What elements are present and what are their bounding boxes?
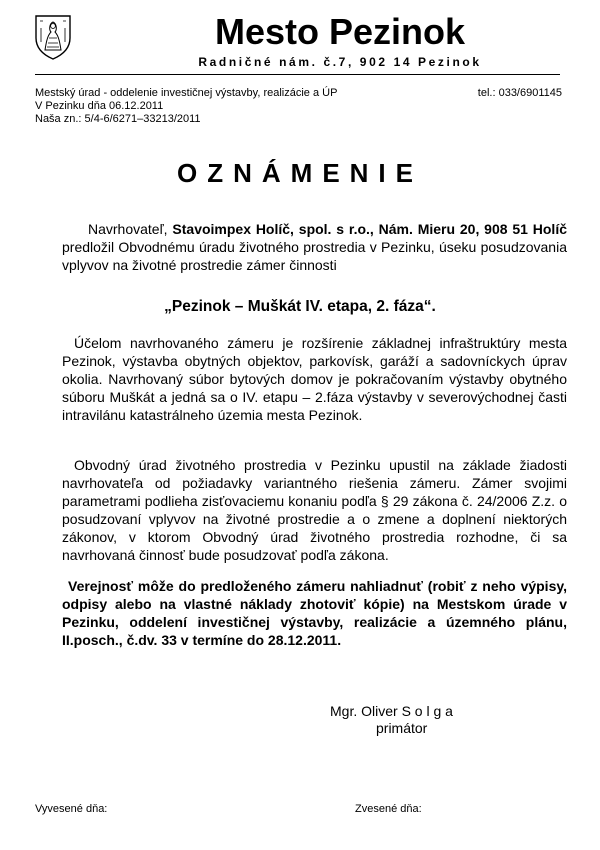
city-address: Radničné nám. č.7, 902 14 Pezinok <box>198 55 482 69</box>
paragraph-procedure <box>62 456 567 564</box>
applicant-intro: Navrhovateľ, <box>88 221 173 237</box>
applicant-name: Stavoimpex Holíč, spol. s r.o., Nám. Mieru 20, 908 51 Holíč <box>172 221 567 237</box>
public-access-text: Verejnosť môže do predloženého zámeru nahliadnuť (robiť z neho výpisy, odpisy alebo na vlastné náklady zhotoviť kópie) na Mestskom úrade v Pezinku, oddelení investičnej výstavby, realizácie a územného plánu, II.posch., č.dv. 33 v termíne do 28.12.2011. <box>62 578 567 648</box>
posted-date-label: Vyvesené dňa: <box>35 803 108 815</box>
paragraph-applicant <box>62 220 567 274</box>
signatory-name: Mgr. Oliver S o l g a <box>330 703 453 719</box>
applicant-text: predložil Obvodnému úradu životného prostredia v Pezinku, úseku posudzovania vplyvov na životné prostredie zámer činnosti <box>62 239 567 273</box>
removed-date-label: Zvesené dňa: <box>355 803 422 815</box>
office-name: Mestský úrad - oddelenie investičnej výstavby, realizácie a ÚP <box>35 87 338 99</box>
paragraph-purpose <box>62 334 567 424</box>
city-title: Mesto Pezinok <box>214 11 466 52</box>
document-heading: OZNÁMENIE <box>177 158 423 188</box>
purpose-text: Účelom navrhovaného zámeru je rozšírenie základnej infraštruktúry mesta Pezinok, výstavba obytných objektov, parkovísk, garáží a sadovníckych úprav okolia. Navrhovaný súbor bytových domov je pokračovaním výstavby obytného súboru Muškát a jedná sa o IV. etapu – 2.fáza výstavby v severovýchodnej časti intravilánu katastrálneho územia mesta Pezinok. <box>62 335 567 423</box>
city-coat-of-arms-icon <box>32 12 74 60</box>
phone-number: tel.: 033/6901145 <box>477 87 562 99</box>
project-name: „Pezinok – Muškát IV. etapa, 2. fáza“. <box>164 298 436 315</box>
reference-number: Naša zn.: 5/4-6/6271–33213/2011 <box>35 113 201 125</box>
signatory-role: primátor <box>376 720 428 736</box>
place-and-date: V Pezinku dňa 06.12.2011 <box>35 100 164 112</box>
paragraph-public-access <box>62 577 567 649</box>
header-divider <box>35 74 560 75</box>
procedure-text: Obvodný úrad životného prostredia v Pezinku upustil na základe žiadosti navrhovateľa od požiadavky variantného riešenia zámeru. Zámer svojimi parametrami podlieha zisťovaciemu konaniu podľa § 29 zákona č. 24/2006 Z.z. o posudzovaní vplyvov na životné prostredie a o zmene a doplnení niektorých zákonov, v ktorom Obvodný úrad životného prostredia rozhodne, či sa navrhovaná činnosť bude posudzovať podľa zákona. <box>62 457 567 563</box>
